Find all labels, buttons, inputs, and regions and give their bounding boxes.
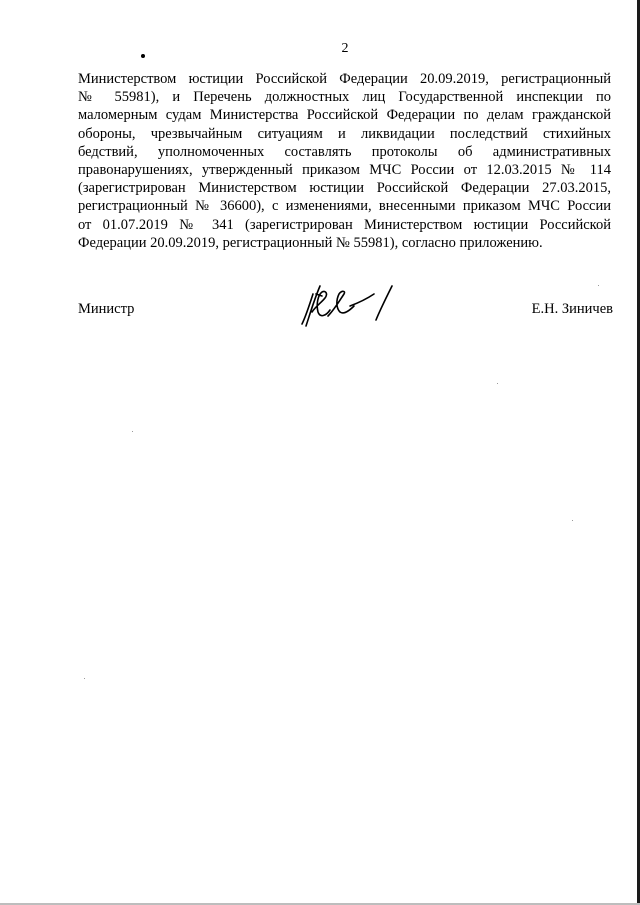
body-line: (зарегистрирован Министерством юстиции Российской Федерации 27.03.2015,: [78, 180, 611, 197]
scan-speck: [497, 383, 498, 384]
scan-speck: [132, 431, 133, 432]
scan-speck: [598, 285, 599, 286]
body-line: маломерным судам Министерства Российской Федерации по делам гражданской: [78, 107, 611, 124]
page-number: 2: [341, 41, 349, 56]
scan-speck: [84, 678, 85, 679]
signatory-name: Е.Н. Зиничев: [531, 301, 613, 317]
scan-speck: [572, 520, 573, 521]
handwritten-signature-icon: [292, 276, 400, 332]
body-line: бедствий, уполномоченных составлять протоколы об административных: [78, 143, 611, 160]
body-line: № 55981), и Перечень должностных лиц Государственной инспекции по: [78, 89, 611, 106]
body-line: Федерации 20.09.2019, регистрационный № 55981), согласно приложению.: [78, 234, 543, 251]
body-paragraph: [78, 70, 611, 252]
body-line: от 01.07.2019 № 341 (зарегистрирован Министерством юстиции Российской: [78, 216, 611, 233]
body-line: Министерством юстиции Российской Федерации 20.09.2019, регистрационный: [78, 71, 611, 87]
scan-dot-mark: [141, 54, 145, 58]
body-line: регистрационный № 36600), с изменениями, внесенными приказом МЧС России: [78, 198, 611, 215]
body-line: правонарушениях, утвержденный приказом МЧС России от 12.03.2015 № 114: [78, 162, 611, 179]
signatory-title: Министр: [78, 301, 135, 317]
body-line: обороны, чрезвычайным ситуациям и ликвидации последствий стихийных: [78, 125, 611, 142]
